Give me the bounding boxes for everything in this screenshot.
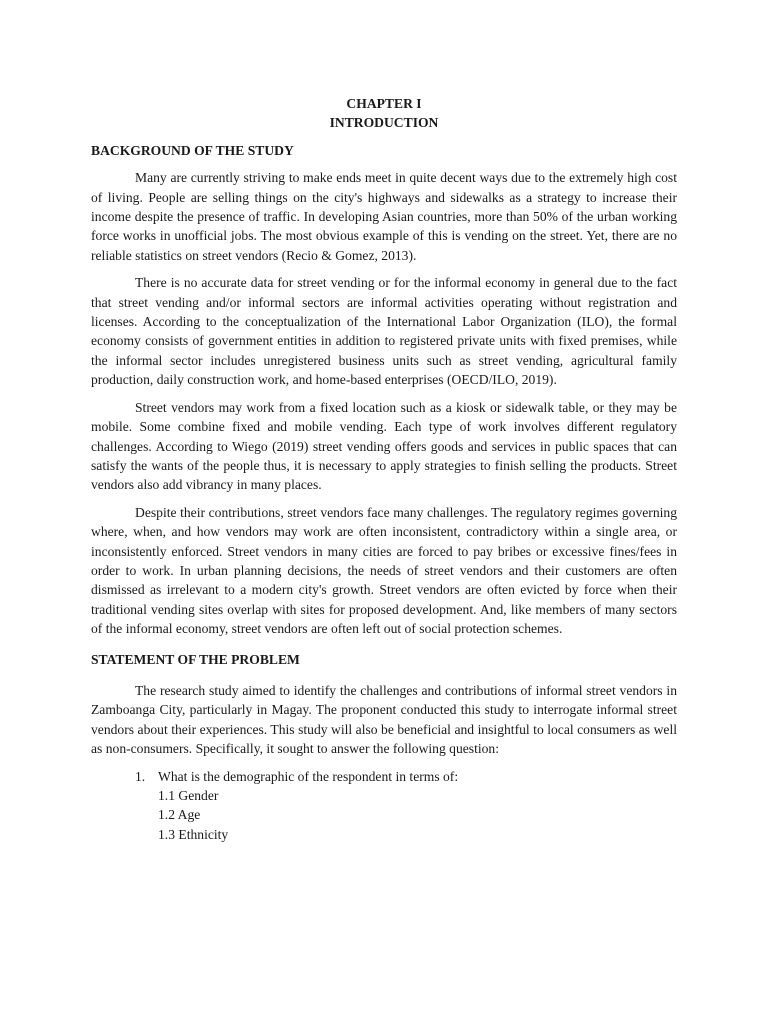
section-heading-background: BACKGROUND OF THE STUDY bbox=[91, 142, 294, 158]
list-item-number: 1. bbox=[135, 768, 146, 784]
paragraph: Despite their contributions, street vendors face many challenges. The regulatory regimes governing where, when, and how vendors may work are often inconsistent, contradictory within a single area, or inconsistently enforced. Street vendors in many cities are forced to pay bribes or excessive fines/fees in order to work. In urban planning decisions, the needs of street vendors and their customers are often dismissed as irrelevant to a modern city's growth. Street vendors are often evicted by force when their traditional vending sites overlap with sites for proposed development. And, like members of many sectors of the informal economy, street vendors are often left out of social protection schemes. bbox=[91, 504, 677, 637]
paragraph: There is no accurate data for street vending or for the informal economy in general due to the fact that street vending and/or informal sectors are informal activities operating without registration and licenses. According to the conceptualization of the International Labor Organization (ILO), the formal economy consists of government entities in addition to registered private units with fixed premises, while the informal sector includes unregistered business units such as street vending, agricultural family production, daily construction work, and home-based enterprises (OECD/ILO, 2019). bbox=[91, 275, 677, 388]
sub-list-item: 1.1 Gender bbox=[158, 788, 219, 803]
chapter-title: INTRODUCTION bbox=[329, 115, 439, 131]
paragraph: Street vendors may work from a fixed location such as a kiosk or sidewalk table, or they may be mobile. Some combine fixed and mobile vending. Each type of work involves different regulatory challenges. According to Wiego (2019) street vending offers goods and services in public spaces that can satisfy the wants of the people thus, it is necessary to apply strategies to finish selling the products. Street vendors also add vibrancy in many places. bbox=[91, 399, 677, 493]
sub-list-item: 1.3 Ethnicity bbox=[158, 826, 229, 842]
list-item bbox=[91, 767, 677, 786]
paragraph: The research study aimed to identify the challenges and contributions of informal street vendors in Zamboanga City, particularly in Magay. The proponent conducted this study to interrogate informal street vendors about their experiences. This study will also be beneficial and insightful to local consumers as well as non-consumers. Specifically, it sought to answer the following question: bbox=[91, 682, 677, 757]
section-heading-problem: STATEMENT OF THE PROBLEM bbox=[91, 651, 300, 667]
research-questions-list bbox=[91, 767, 677, 845]
paragraph: Many are currently striving to make ends meet in quite decent ways due to the extremely high cost of living. People are selling things on the city's highways and sidewalks as a strategy to increase their income despite the presence of traffic. In developing Asian countries, more than 50% of the urban working force works in unofficial jobs. The most obvious example of this is vending on the street. Yet, there are no reliable statistics on street vendors (Recio & Gomez, 2013). bbox=[91, 170, 677, 263]
sub-list-item: 1.2 Age bbox=[158, 807, 201, 823]
list-item-text: What is the demographic of the respondent in terms of: bbox=[158, 768, 459, 784]
chapter-number: CHAPTER I bbox=[346, 96, 422, 111]
document-content bbox=[91, 94, 677, 844]
